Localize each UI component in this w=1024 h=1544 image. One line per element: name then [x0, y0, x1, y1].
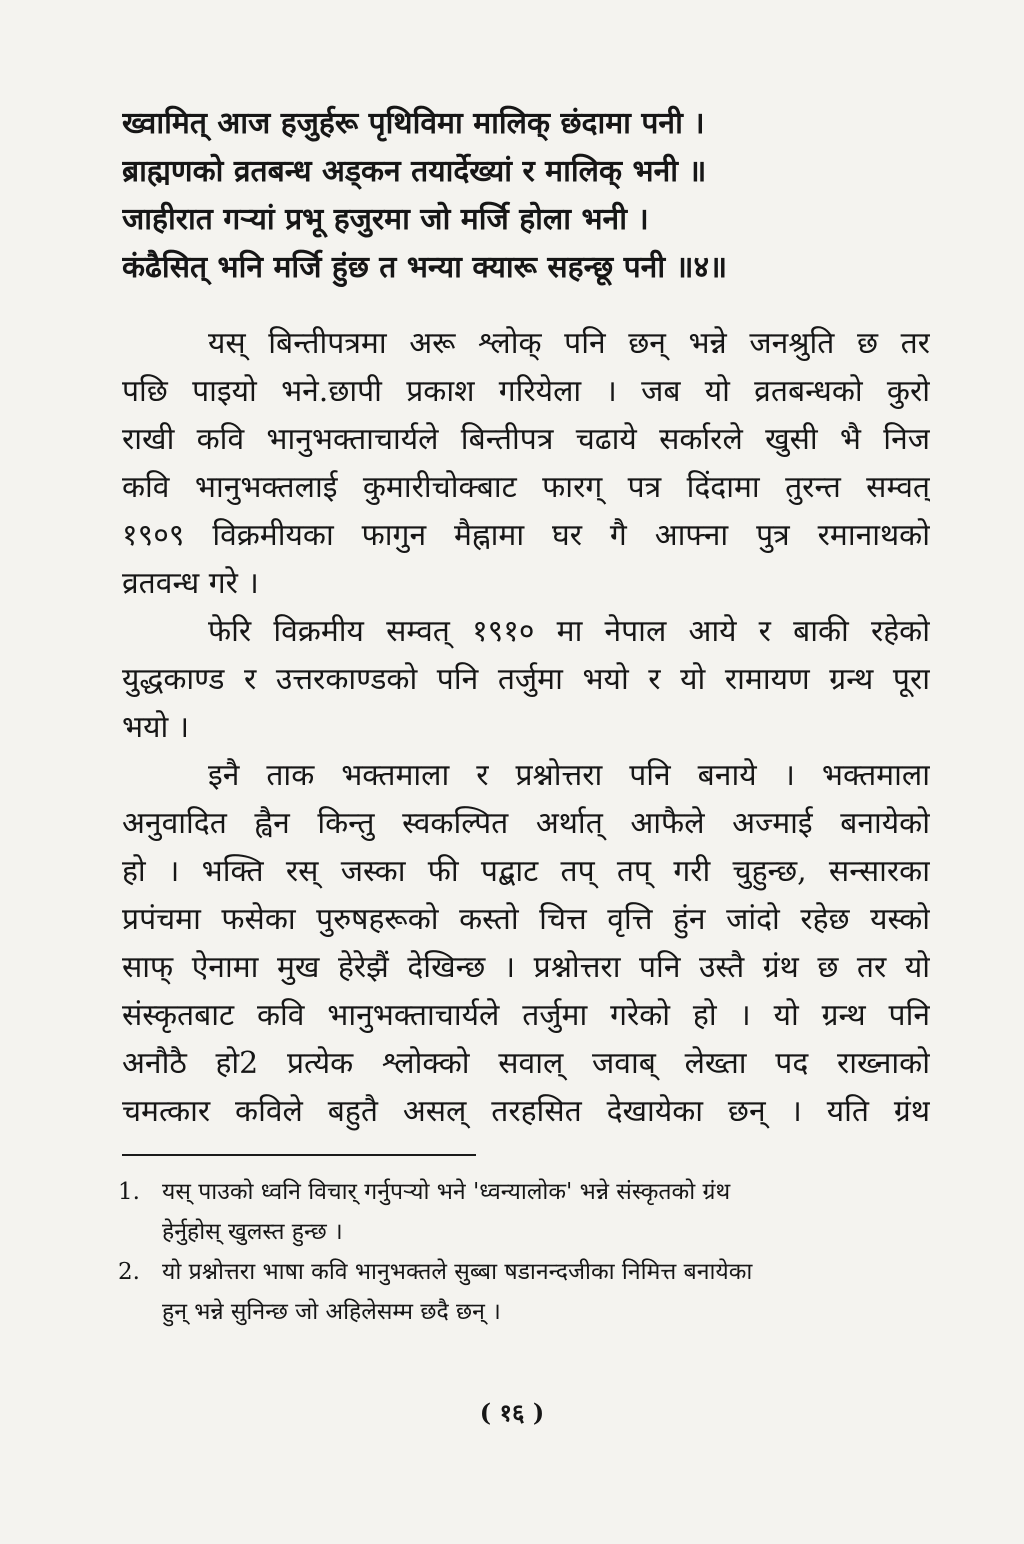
text-line: हो । भक्ति रस् जस्का फी पद्बाट तप् तप् गरी चुहुन्छ, सन्सारका — [122, 854, 930, 889]
verse-line: ब्राह्मणको व्रतबन्ध अड्कन तयार्देख्यां र मालिक् भनी ॥ — [122, 154, 707, 189]
footnote-text: यस् पाउको ध्वनि विचार् गर्नुपऱ्यो भने 'ध्वन्यालोक' भन्ने संस्कृतको ग्रंथ — [162, 1179, 731, 1205]
text-line: पछि पाइयो भने.छापी प्रकाश गरियेला । जब यो व्रतबन्धको कुरो — [122, 374, 930, 409]
text-line: प्रपंचमा फसेका पुरुषहरूको कस्तो चित्त वृत्ति हुंन जांदो रहेछ यस्को — [122, 902, 930, 937]
text-line: फेरि विक्रमीय सम्वत् १९१० मा नेपाल आये र बाकी रहेको — [208, 614, 930, 649]
text-line: युद्धकाण्ड र उत्तरकाण्डको पनि तर्जुमा भयो र यो रामायण ग्रन्थ पूरा — [122, 662, 930, 697]
text-line: कवि भानुभक्तलाई कुमारीचोक्बाट फारग् पत्र दिंदामा तुरन्त सम्वत् — [122, 470, 930, 505]
text-line: १९०९ विक्रमीयका फागुन मैह्नामा घर गै आफ्ना पुत्र रमानाथको — [122, 518, 930, 553]
footnote-number: 1. — [118, 1179, 140, 1205]
body-text — [122, 320, 930, 1136]
footnote-number: 2. — [118, 1259, 140, 1285]
footnote-text: हुन् भन्ने सुनिन्छ जो अहिलेसम्म छदै छन् । — [162, 1299, 501, 1325]
footnote-1 — [118, 1172, 930, 1252]
page-number: ( १६ ) — [479, 1398, 545, 1427]
text-line: अनौठै हो2 प्रत्येक श्लोक्को सवाल् जवाब् लेख्ता पद राख्नाको — [122, 1046, 930, 1081]
text-line: व्रतवन्ध गरे । — [122, 566, 259, 601]
verse-line: जाहीरात गऱ्यां प्रभू हजुरमा जो मर्जि होला भनी । — [122, 202, 649, 237]
text-line: अनुवादित ह्वैन किन्तु स्वकल्पित अर्थात् आफैले अज्माई बनायेको — [122, 806, 930, 841]
footnote-text: हेर्नुहोस् खुलस्त हुन्छ । — [162, 1219, 343, 1245]
footnote-text: यो प्रश्नोत्तरा भाषा कवि भानुभक्तले सुब्बा षडानन्दजीका निमित्त बनायेका — [162, 1259, 753, 1285]
paragraph-2 — [122, 608, 930, 752]
text-line: चमत्कार कविले बहुतै असल् तरहसित देखायेका छन् । यति ग्रंथ — [122, 1094, 930, 1129]
verse-line: ख्वामित् आज हजुर्हरू पृथिविमा मालिक् छंदामा पनी । — [122, 106, 705, 141]
footnote-divider — [122, 1154, 476, 1156]
text-line: संस्कृतबाट कवि भानुभक्ताचार्यले तर्जुमा गरेको हो । यो ग्रन्थ पनि — [122, 998, 930, 1033]
verse-block — [122, 100, 902, 292]
paragraph-3 — [122, 752, 930, 1136]
verse-line: कंढैसित् भनि मर्जि हुंछ त भन्या क्यारू सहन्छू पनी ॥४॥ — [122, 250, 728, 285]
text-line: भयो । — [122, 710, 190, 745]
paragraph-1 — [122, 320, 930, 608]
footnotes — [118, 1172, 930, 1332]
footnote-2 — [118, 1252, 930, 1332]
text-line: इनै ताक भक्तमाला र प्रश्नोत्तरा पनि बनाये । भक्तमाला — [208, 758, 930, 793]
text-line: साफ् ऐनामा मुख हेरेझैं देखिन्छ । प्रश्नोत्तरा पनि उस्तै ग्रंथ छ तर यो — [122, 950, 930, 985]
text-line: यस् बिन्तीपत्रमा अरू श्लोक् पनि छन् भन्ने जनश्रुति छ तर — [208, 326, 930, 361]
text-line: राखी कवि भानुभक्ताचार्यले बिन्तीपत्र चढाये सर्कारले खुसी भै निज — [122, 422, 930, 457]
